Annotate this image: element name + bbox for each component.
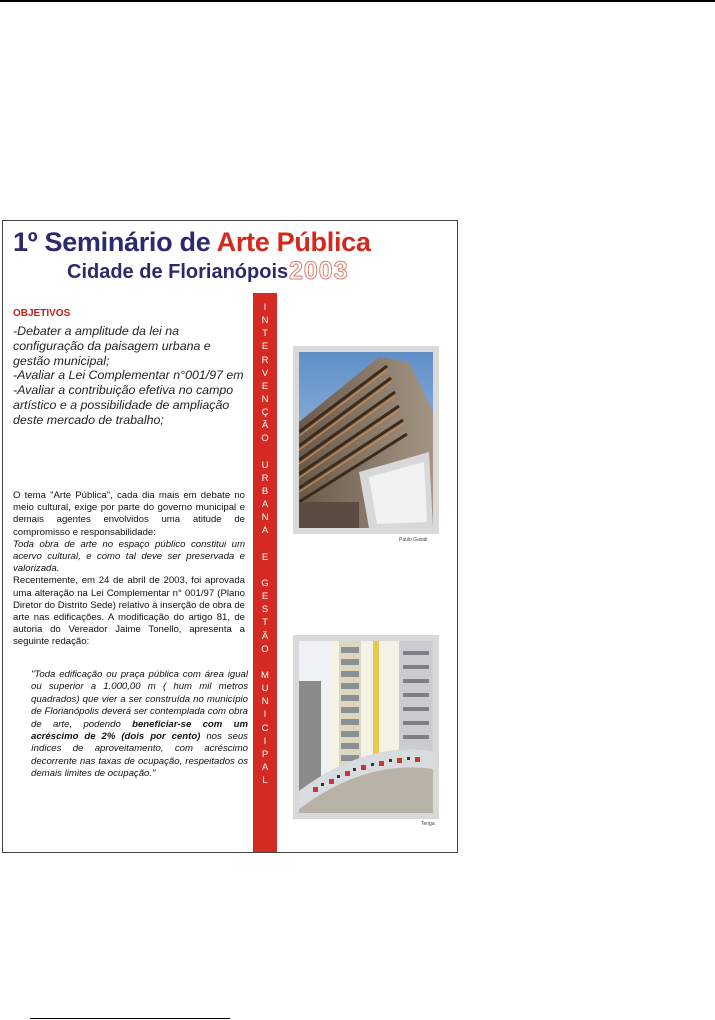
band-letter: N	[261, 393, 269, 405]
band-letter: E	[261, 380, 269, 392]
band-letter: N	[261, 315, 269, 327]
objetivos-heading: OBJETIVOS	[13, 308, 71, 319]
law-quote	[31, 669, 248, 781]
seminar-poster	[2, 220, 458, 853]
band-letter: I	[263, 302, 267, 313]
intervencao-band	[253, 293, 277, 853]
band-letter: A	[261, 761, 269, 773]
poster-title	[13, 227, 371, 258]
title-part2: Arte Pública	[216, 227, 371, 257]
top-rule	[0, 0, 715, 2]
band-letter: E	[261, 341, 269, 353]
band-letter: N	[261, 512, 269, 524]
band-letter: P	[261, 748, 269, 760]
band-letter: E	[261, 591, 269, 603]
band-letter: V	[261, 367, 269, 379]
band-letter: Ç	[261, 407, 269, 419]
building-photo-2-image	[299, 641, 433, 813]
band-letter: M	[261, 669, 269, 681]
poster-subtitle: Cidade de Florianópois	[67, 261, 289, 283]
band-letter: R	[261, 472, 269, 484]
band-letter: T	[262, 617, 268, 629]
quote-part2-bold: beneficiar-se com um acréscimo de 2% (dois por cento)	[31, 718, 249, 743]
body-paragraph-1-italic: Toda obra de arte no espaço público constitui um acervo cultural, e como tal deve ser preservada e valorizada.	[13, 538, 245, 575]
poster-year: 2003	[289, 257, 349, 285]
band-letter: O	[261, 643, 269, 655]
body-paragraph-2: Recentemente, em 24 de abril de 2003, foi aprovada uma alteração na Lei Complementar n° 001/97 (Plano Diretor do Distrito Sede) relativo à inserção de obra de arte nas edificações. A modificação do artigo 81, de autoria do Vereador Jaime Tonello, apresenta a seguinte redação:	[13, 575, 245, 648]
band-letter: A	[261, 499, 269, 511]
band-letter: I	[263, 735, 267, 747]
band-letter: B	[261, 485, 269, 497]
quote-part1: "Toda edificação ou praça pública com área igual ou superior a 1.000,00 m ( hum mil metros quadrados) que vier a ser construída no município de Florianópolis deverá ser contemplada com obra de arte, podendo	[31, 669, 248, 730]
band-letter: O	[261, 433, 269, 445]
band-letter: Ã	[261, 420, 269, 432]
objetivo-item: -Debater a amplitude da lei na configuração da paisagem urbana e gestão municipal;	[13, 324, 211, 368]
photo-2-credit: Tenga	[421, 821, 435, 827]
band-letter: R	[261, 354, 269, 366]
body-text	[13, 490, 245, 649]
quote-part3: nos seus índices de aproveitamento, com acréscimo decorrente nas taxas de ocupação, respeitados os demais limites de ocupação."	[31, 731, 248, 780]
band-letter: C	[261, 722, 269, 734]
objetivos-list	[13, 324, 245, 428]
band-letter: N	[261, 696, 269, 708]
building-photo-1-image	[299, 352, 433, 528]
title-number: 1º	[13, 227, 38, 257]
band-letter: U	[261, 683, 269, 695]
band-letter: G	[261, 577, 269, 589]
band-letter: T	[262, 328, 268, 340]
band-letter: A	[261, 525, 269, 537]
photo-1-credit: Paulo Gasali	[399, 537, 428, 543]
building-photo-1	[293, 346, 439, 534]
band-letter: U	[261, 459, 269, 471]
title-part1: Seminário de	[37, 227, 217, 257]
footnote-rule	[30, 1018, 230, 1019]
building-photo-2	[293, 635, 439, 819]
band-letter: S	[261, 604, 269, 616]
band-letter: Ã	[261, 630, 269, 642]
band-letter: I	[263, 709, 267, 721]
band-letter: L	[262, 775, 268, 787]
band-letter: E	[261, 551, 269, 563]
body-paragraph-1: O tema "Arte Pública", cada dia mais em debate no meio cultural, exige por parte do governo municipal e demais agentes envolvidos uma atitude de compromisso e responsabilidade:	[13, 490, 245, 538]
objetivo-item: -Avaliar a contribuição efetiva no campo artístico e a possibilidade de ampliação deste mercado de trabalho;	[13, 383, 234, 427]
objetivo-item: -Avaliar a Lei Complementar n°001/97 em	[13, 368, 244, 383]
